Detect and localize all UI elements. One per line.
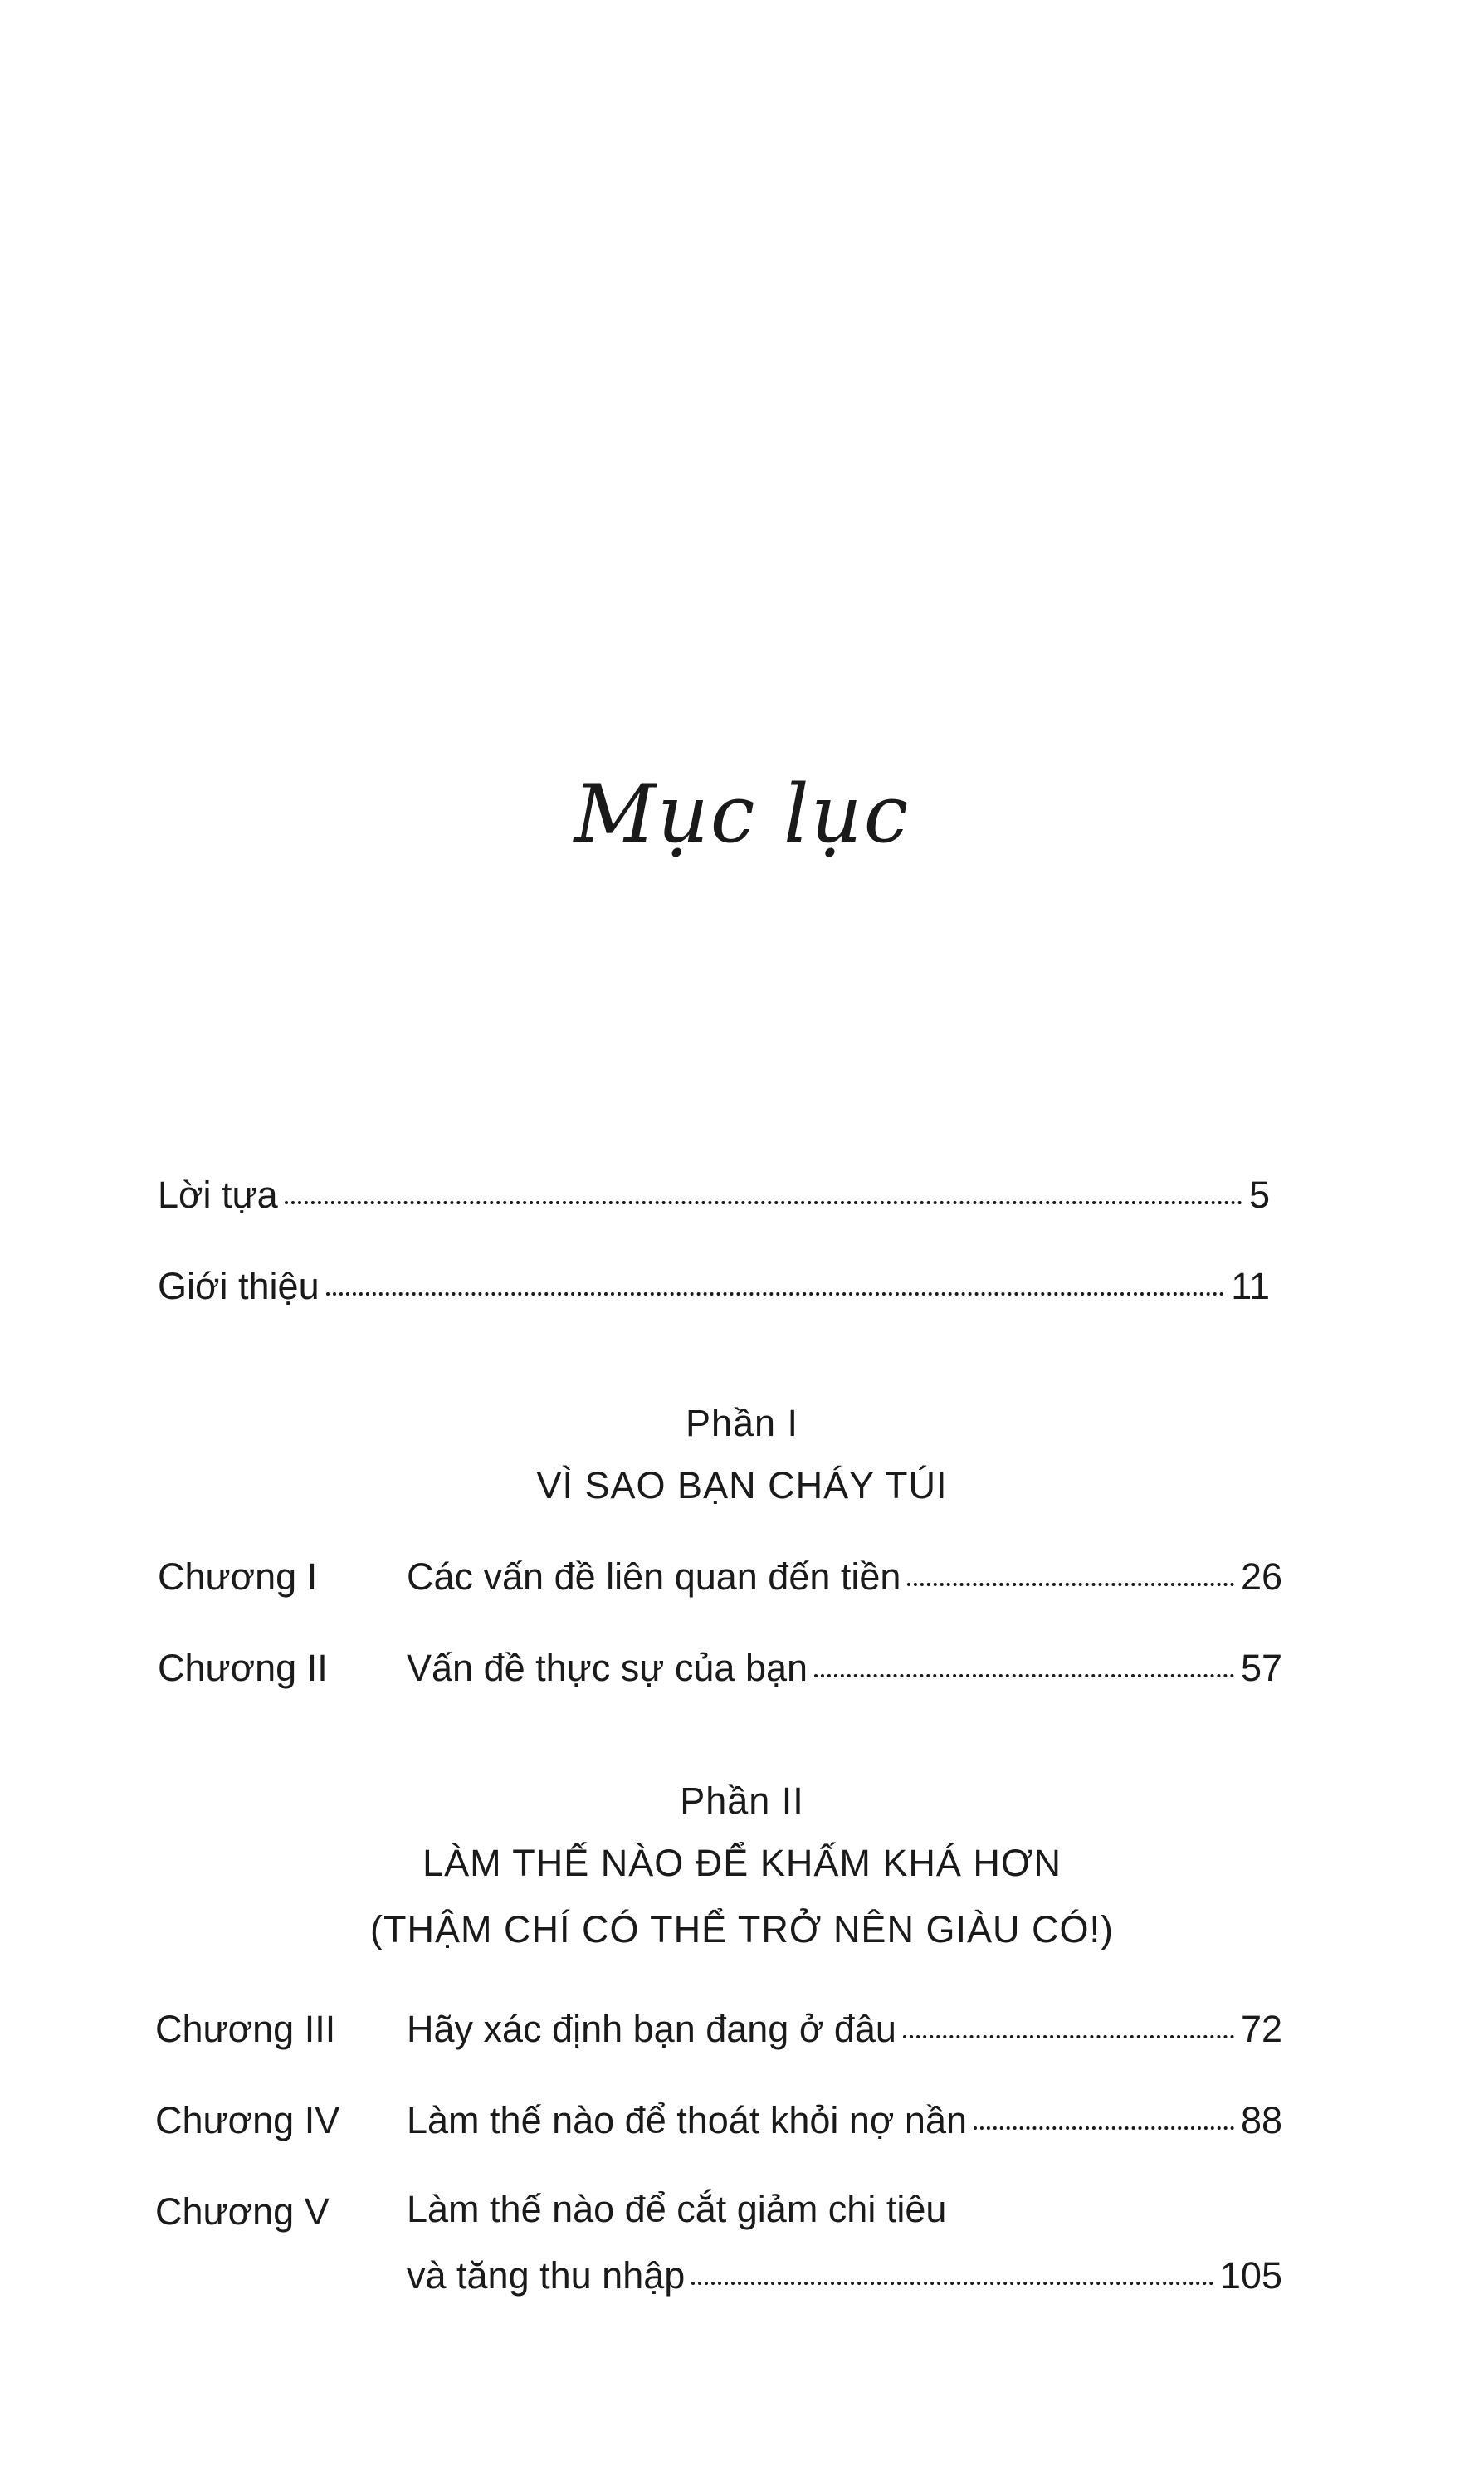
dot-leader bbox=[907, 1583, 1234, 1586]
toc-entry-chapter-3[interactable] bbox=[407, 2004, 1282, 2054]
toc-entry-page: 26 bbox=[1240, 1555, 1282, 1598]
toc-entry-preface[interactable] bbox=[158, 1170, 1270, 1220]
chapter-number: Chương III bbox=[155, 2008, 336, 2050]
toc-entry-introduction[interactable] bbox=[158, 1262, 1270, 1311]
toc-entry-label: Lời tựa bbox=[158, 1174, 278, 1216]
dot-leader bbox=[814, 1674, 1234, 1677]
toc-entry-chapter-1[interactable] bbox=[407, 1552, 1282, 1602]
page-title: Mục lục bbox=[574, 768, 910, 861]
toc-entry-label: Các vấn đề liên quan đến tiền bbox=[407, 1555, 901, 1598]
chapter-number: Chương IV bbox=[155, 2099, 340, 2141]
part-heading: (THẬM CHÍ CÓ THỂ TRỞ NÊN GIÀU CÓ!) bbox=[370, 1908, 1114, 1950]
toc-entry-page: 88 bbox=[1240, 2099, 1282, 2141]
part-label: Phần II bbox=[680, 1780, 804, 1822]
toc-entry-label: Làm thế nào để cắt giảm chi tiêu bbox=[407, 2188, 947, 2230]
toc-entry-chapter-5[interactable] bbox=[407, 2251, 1282, 2301]
toc-entry-page: 11 bbox=[1231, 1265, 1270, 1307]
toc-entry-page: 72 bbox=[1240, 2008, 1282, 2050]
dot-leader bbox=[326, 1292, 1225, 1296]
toc-entry-label: Làm thế nào để thoát khỏi nợ nần bbox=[407, 2099, 967, 2141]
toc-entry-page: 57 bbox=[1240, 1647, 1282, 1689]
chapter-number: Chương II bbox=[158, 1647, 328, 1689]
toc-entry-page: 5 bbox=[1248, 1174, 1270, 1216]
part-heading: LÀM THẾ NÀO ĐỂ KHẤM KHÁ HƠN bbox=[422, 1842, 1062, 1884]
dot-leader bbox=[974, 2126, 1234, 2130]
part-label: Phần I bbox=[685, 1402, 799, 1444]
chapter-number: Chương V bbox=[155, 2190, 330, 2233]
toc-entry-page: 105 bbox=[1219, 2254, 1282, 2297]
dot-leader bbox=[691, 2282, 1213, 2285]
toc-entry-chapter-4[interactable] bbox=[407, 2096, 1282, 2146]
dot-leader bbox=[903, 2035, 1234, 2038]
dot-leader bbox=[285, 1201, 1242, 1204]
part-heading: VÌ SAO BẠN CHÁY TÚI bbox=[536, 1464, 948, 1506]
toc-entry-label: Giới thiệu bbox=[158, 1265, 320, 1307]
toc-entry-label: và tăng thu nhập bbox=[407, 2254, 686, 2297]
toc-entry-label: Hãy xác định bạn đang ở đâu bbox=[407, 2008, 896, 2050]
chapter-number: Chương I bbox=[158, 1555, 318, 1598]
toc-entry-label: Vấn đề thực sự của bạn bbox=[407, 1647, 808, 1689]
toc-entry-chapter-2[interactable] bbox=[407, 1643, 1282, 1693]
